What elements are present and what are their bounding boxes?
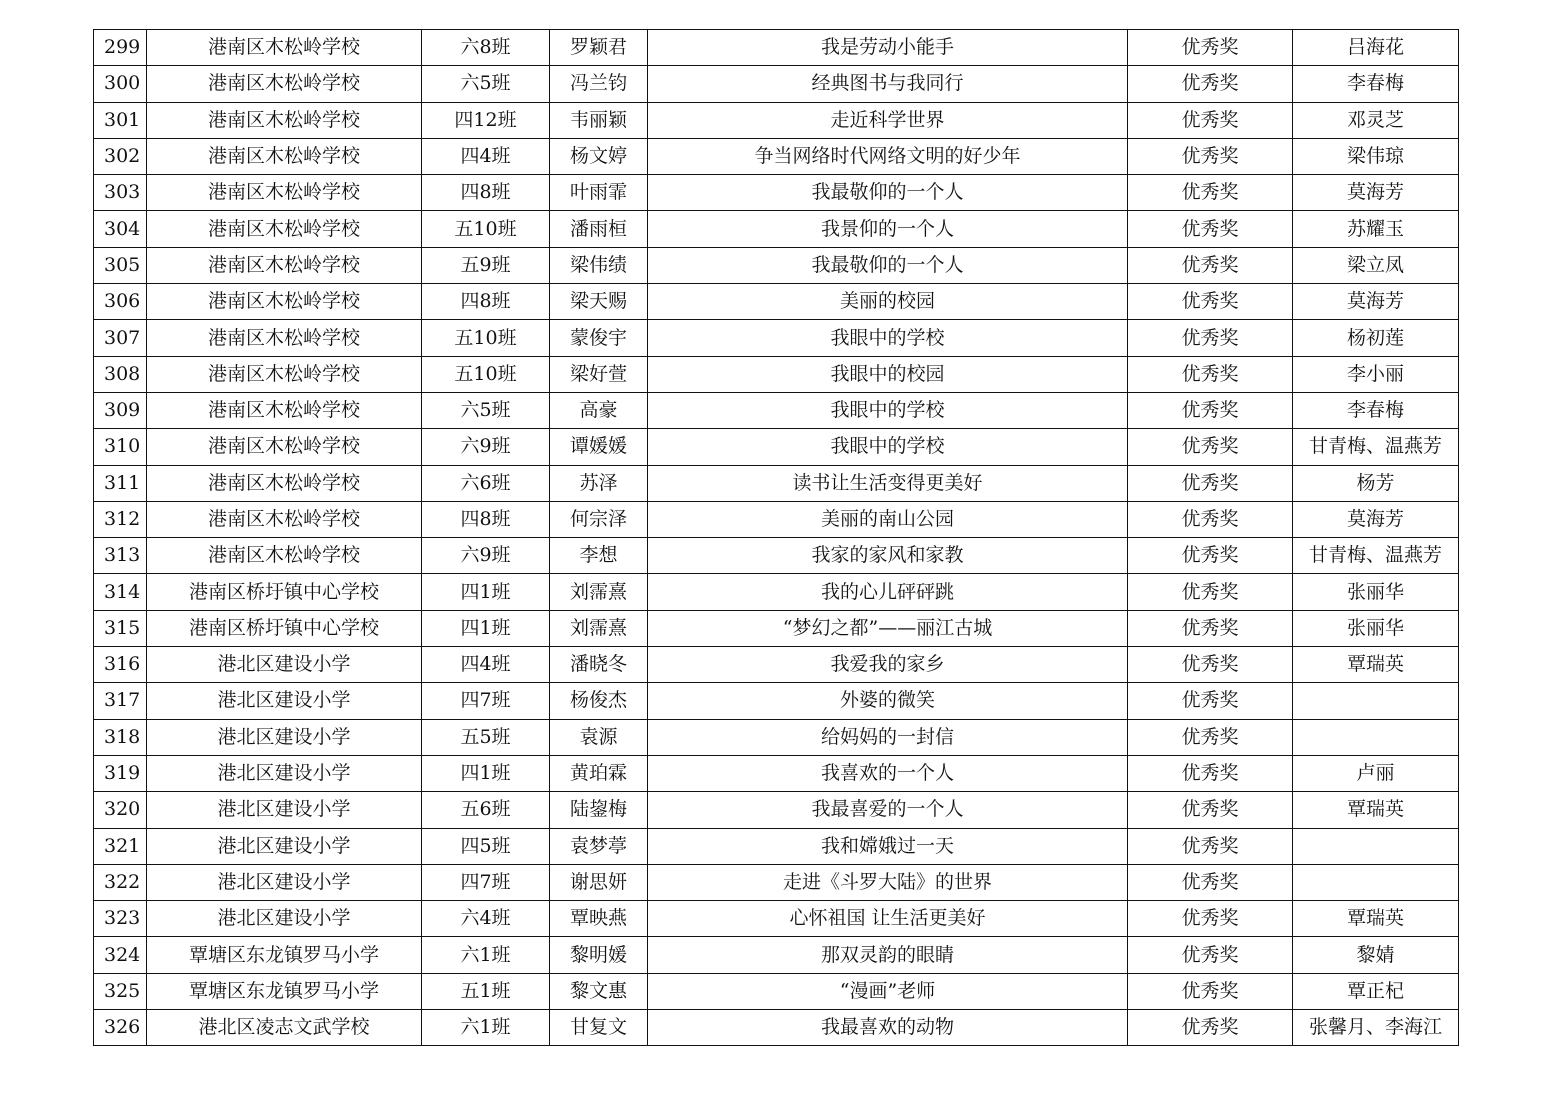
teacher-cell: 莫海芳 bbox=[1293, 175, 1459, 211]
essay-title-cell: 我家的家风和家教 bbox=[648, 538, 1128, 574]
award-cell: 优秀奖 bbox=[1128, 647, 1293, 683]
award-cell: 优秀奖 bbox=[1128, 973, 1293, 1009]
award-cell: 优秀奖 bbox=[1128, 864, 1293, 900]
class-cell: 五10班 bbox=[422, 356, 550, 392]
teacher-cell: 覃瑞英 bbox=[1293, 901, 1459, 937]
award-cell: 优秀奖 bbox=[1128, 247, 1293, 283]
class-cell: 六5班 bbox=[422, 392, 550, 428]
student-name-cell: 蒙俊宇 bbox=[550, 320, 648, 356]
teacher-cell: 梁伟琼 bbox=[1293, 138, 1459, 174]
student-name-cell: 陆鋆梅 bbox=[550, 792, 648, 828]
row-number-cell: 302 bbox=[94, 138, 147, 174]
student-name-cell: 覃映燕 bbox=[550, 901, 648, 937]
essay-title-cell: 我眼中的学校 bbox=[648, 320, 1128, 356]
row-number-cell: 313 bbox=[94, 538, 147, 574]
row-number-cell: 305 bbox=[94, 247, 147, 283]
student-name-cell: 苏泽 bbox=[550, 465, 648, 501]
award-cell: 优秀奖 bbox=[1128, 683, 1293, 719]
award-cell: 优秀奖 bbox=[1128, 284, 1293, 320]
class-cell: 五9班 bbox=[422, 247, 550, 283]
award-cell: 优秀奖 bbox=[1128, 828, 1293, 864]
teacher-cell: 苏耀玉 bbox=[1293, 211, 1459, 247]
class-cell: 四4班 bbox=[422, 138, 550, 174]
class-cell: 四12班 bbox=[422, 102, 550, 138]
school-cell: 港南区木松岭学校 bbox=[147, 211, 422, 247]
student-name-cell: 黎文惠 bbox=[550, 973, 648, 1009]
essay-title-cell: 走近科学世界 bbox=[648, 102, 1128, 138]
teacher-cell: 杨初莲 bbox=[1293, 320, 1459, 356]
essay-title-cell: 给妈妈的一封信 bbox=[648, 719, 1128, 755]
award-cell: 优秀奖 bbox=[1128, 610, 1293, 646]
student-name-cell: 袁梦葶 bbox=[550, 828, 648, 864]
class-cell: 五6班 bbox=[422, 792, 550, 828]
row-number-cell: 326 bbox=[94, 1010, 147, 1046]
award-cell: 优秀奖 bbox=[1128, 30, 1293, 66]
award-cell: 优秀奖 bbox=[1128, 429, 1293, 465]
teacher-cell bbox=[1293, 683, 1459, 719]
row-number-cell: 312 bbox=[94, 501, 147, 537]
table-row bbox=[94, 320, 1459, 356]
school-cell: 港南区桥圩镇中心学校 bbox=[147, 610, 422, 646]
teacher-cell: 杨芳 bbox=[1293, 465, 1459, 501]
award-cell: 优秀奖 bbox=[1128, 1010, 1293, 1046]
school-cell: 港北区建设小学 bbox=[147, 719, 422, 755]
student-name-cell: 叶雨霏 bbox=[550, 175, 648, 211]
award-cell: 优秀奖 bbox=[1128, 392, 1293, 428]
award-cell: 优秀奖 bbox=[1128, 66, 1293, 102]
school-cell: 覃塘区东龙镇罗马小学 bbox=[147, 937, 422, 973]
essay-title-cell: 争当网络时代网络文明的好少年 bbox=[648, 138, 1128, 174]
award-cell: 优秀奖 bbox=[1128, 501, 1293, 537]
school-cell: 港南区木松岭学校 bbox=[147, 284, 422, 320]
student-name-cell: 刘霈熹 bbox=[550, 574, 648, 610]
row-number-cell: 306 bbox=[94, 284, 147, 320]
teacher-cell: 李春梅 bbox=[1293, 66, 1459, 102]
school-cell: 港北区建设小学 bbox=[147, 864, 422, 900]
student-name-cell: 杨俊杰 bbox=[550, 683, 648, 719]
teacher-cell: 覃瑞英 bbox=[1293, 792, 1459, 828]
row-number-cell: 300 bbox=[94, 66, 147, 102]
class-cell: 五10班 bbox=[422, 320, 550, 356]
student-name-cell: 谢思妍 bbox=[550, 864, 648, 900]
teacher-cell: 邓灵芝 bbox=[1293, 102, 1459, 138]
essay-title-cell: 我景仰的一个人 bbox=[648, 211, 1128, 247]
award-cell: 优秀奖 bbox=[1128, 719, 1293, 755]
teacher-cell: 黎婧 bbox=[1293, 937, 1459, 973]
table-row bbox=[94, 574, 1459, 610]
row-number-cell: 303 bbox=[94, 175, 147, 211]
row-number-cell: 318 bbox=[94, 719, 147, 755]
table-row bbox=[94, 610, 1459, 646]
school-cell: 港南区木松岭学校 bbox=[147, 501, 422, 537]
table-row bbox=[94, 973, 1459, 1009]
teacher-cell: 覃正杞 bbox=[1293, 973, 1459, 1009]
table-row bbox=[94, 102, 1459, 138]
school-cell: 港南区木松岭学校 bbox=[147, 175, 422, 211]
class-cell: 四5班 bbox=[422, 828, 550, 864]
essay-title-cell: 外婆的微笑 bbox=[648, 683, 1128, 719]
row-number-cell: 319 bbox=[94, 755, 147, 791]
teacher-cell bbox=[1293, 828, 1459, 864]
school-cell: 港南区桥圩镇中心学校 bbox=[147, 574, 422, 610]
school-cell: 港北区建设小学 bbox=[147, 901, 422, 937]
award-cell: 优秀奖 bbox=[1128, 937, 1293, 973]
table-row bbox=[94, 901, 1459, 937]
essay-title-cell: 我爱我的家乡 bbox=[648, 647, 1128, 683]
essay-title-cell: 我的心儿砰砰跳 bbox=[648, 574, 1128, 610]
row-number-cell: 320 bbox=[94, 792, 147, 828]
table-row bbox=[94, 864, 1459, 900]
table-row bbox=[94, 247, 1459, 283]
school-cell: 港北区建设小学 bbox=[147, 755, 422, 791]
teacher-cell: 甘青梅、温燕芳 bbox=[1293, 429, 1459, 465]
row-number-cell: 321 bbox=[94, 828, 147, 864]
row-number-cell: 301 bbox=[94, 102, 147, 138]
teacher-cell: 吕海花 bbox=[1293, 30, 1459, 66]
essay-title-cell: 我和嫦娥过一天 bbox=[648, 828, 1128, 864]
teacher-cell: 覃瑞英 bbox=[1293, 647, 1459, 683]
essay-title-cell: 经典图书与我同行 bbox=[648, 66, 1128, 102]
essay-title-cell: 我眼中的学校 bbox=[648, 392, 1128, 428]
essay-title-cell: 心怀祖国 让生活更美好 bbox=[648, 901, 1128, 937]
student-name-cell: 梁好萱 bbox=[550, 356, 648, 392]
row-number-cell: 325 bbox=[94, 973, 147, 1009]
essay-title-cell: 我最敬仰的一个人 bbox=[648, 247, 1128, 283]
student-name-cell: 谭媛媛 bbox=[550, 429, 648, 465]
award-cell: 优秀奖 bbox=[1128, 755, 1293, 791]
teacher-cell bbox=[1293, 719, 1459, 755]
student-name-cell: 刘霈熹 bbox=[550, 610, 648, 646]
student-name-cell: 袁源 bbox=[550, 719, 648, 755]
class-cell: 六9班 bbox=[422, 538, 550, 574]
row-number-cell: 299 bbox=[94, 30, 147, 66]
award-cell: 优秀奖 bbox=[1128, 465, 1293, 501]
student-name-cell: 黎明媛 bbox=[550, 937, 648, 973]
student-name-cell: 梁天赐 bbox=[550, 284, 648, 320]
student-name-cell: 潘晓冬 bbox=[550, 647, 648, 683]
table-row bbox=[94, 719, 1459, 755]
school-cell: 港北区凌志文武学校 bbox=[147, 1010, 422, 1046]
table-row bbox=[94, 828, 1459, 864]
student-name-cell: 高豪 bbox=[550, 392, 648, 428]
teacher-cell: 卢丽 bbox=[1293, 755, 1459, 791]
student-name-cell: 梁伟绩 bbox=[550, 247, 648, 283]
school-cell: 港北区建设小学 bbox=[147, 828, 422, 864]
teacher-cell: 莫海芳 bbox=[1293, 284, 1459, 320]
table-row bbox=[94, 138, 1459, 174]
award-cell: 优秀奖 bbox=[1128, 574, 1293, 610]
class-cell: 四1班 bbox=[422, 574, 550, 610]
table-row bbox=[94, 755, 1459, 791]
school-cell: 港南区木松岭学校 bbox=[147, 429, 422, 465]
class-cell: 五5班 bbox=[422, 719, 550, 755]
class-cell: 四1班 bbox=[422, 755, 550, 791]
row-number-cell: 323 bbox=[94, 901, 147, 937]
row-number-cell: 304 bbox=[94, 211, 147, 247]
essay-title-cell: 读书让生活变得更美好 bbox=[648, 465, 1128, 501]
award-cell: 优秀奖 bbox=[1128, 792, 1293, 828]
school-cell: 港南区木松岭学校 bbox=[147, 138, 422, 174]
student-name-cell: 李想 bbox=[550, 538, 648, 574]
school-cell: 港南区木松岭学校 bbox=[147, 465, 422, 501]
essay-title-cell: 美丽的南山公园 bbox=[648, 501, 1128, 537]
table-row bbox=[94, 175, 1459, 211]
school-cell: 港南区木松岭学校 bbox=[147, 247, 422, 283]
table-row bbox=[94, 284, 1459, 320]
class-cell: 四7班 bbox=[422, 864, 550, 900]
row-number-cell: 314 bbox=[94, 574, 147, 610]
teacher-cell: 梁立凤 bbox=[1293, 247, 1459, 283]
student-name-cell: 何宗泽 bbox=[550, 501, 648, 537]
school-cell: 港南区木松岭学校 bbox=[147, 320, 422, 356]
row-number-cell: 322 bbox=[94, 864, 147, 900]
school-cell: 港北区建设小学 bbox=[147, 792, 422, 828]
essay-title-cell: 我最喜爱的一个人 bbox=[648, 792, 1128, 828]
class-cell: 六9班 bbox=[422, 429, 550, 465]
row-number-cell: 315 bbox=[94, 610, 147, 646]
student-name-cell: 黄珀霖 bbox=[550, 755, 648, 791]
award-cell: 优秀奖 bbox=[1128, 320, 1293, 356]
row-number-cell: 311 bbox=[94, 465, 147, 501]
table-row bbox=[94, 1010, 1459, 1046]
school-cell: 港南区木松岭学校 bbox=[147, 392, 422, 428]
essay-title-cell: “漫画”老师 bbox=[648, 973, 1128, 1009]
class-cell: 六4班 bbox=[422, 901, 550, 937]
essay-title-cell: 走进《斗罗大陆》的世界 bbox=[648, 864, 1128, 900]
essay-title-cell: “梦幻之都”——丽江古城 bbox=[648, 610, 1128, 646]
class-cell: 六1班 bbox=[422, 1010, 550, 1046]
essay-title-cell: 我喜欢的一个人 bbox=[648, 755, 1128, 791]
essay-title-cell: 我眼中的学校 bbox=[648, 429, 1128, 465]
row-number-cell: 316 bbox=[94, 647, 147, 683]
school-cell: 港南区木松岭学校 bbox=[147, 30, 422, 66]
school-cell: 港北区建设小学 bbox=[147, 647, 422, 683]
table-row bbox=[94, 465, 1459, 501]
class-cell: 四4班 bbox=[422, 647, 550, 683]
class-cell: 六8班 bbox=[422, 30, 550, 66]
table-row bbox=[94, 30, 1459, 66]
school-cell: 覃塘区东龙镇罗马小学 bbox=[147, 973, 422, 1009]
row-number-cell: 309 bbox=[94, 392, 147, 428]
teacher-cell: 张丽华 bbox=[1293, 610, 1459, 646]
table-row bbox=[94, 211, 1459, 247]
class-cell: 四7班 bbox=[422, 683, 550, 719]
class-cell: 四8班 bbox=[422, 501, 550, 537]
row-number-cell: 317 bbox=[94, 683, 147, 719]
class-cell: 五1班 bbox=[422, 973, 550, 1009]
table-row bbox=[94, 937, 1459, 973]
row-number-cell: 324 bbox=[94, 937, 147, 973]
student-name-cell: 杨文婷 bbox=[550, 138, 648, 174]
award-cell: 优秀奖 bbox=[1128, 138, 1293, 174]
table-row bbox=[94, 792, 1459, 828]
teacher-cell: 李春梅 bbox=[1293, 392, 1459, 428]
table-row bbox=[94, 392, 1459, 428]
teacher-cell: 李小丽 bbox=[1293, 356, 1459, 392]
table-row bbox=[94, 538, 1459, 574]
class-cell: 五10班 bbox=[422, 211, 550, 247]
student-name-cell: 罗颖君 bbox=[550, 30, 648, 66]
award-cell: 优秀奖 bbox=[1128, 356, 1293, 392]
table-row bbox=[94, 66, 1459, 102]
row-number-cell: 307 bbox=[94, 320, 147, 356]
class-cell: 四8班 bbox=[422, 284, 550, 320]
essay-title-cell: 我最喜欢的动物 bbox=[648, 1010, 1128, 1046]
student-name-cell: 韦丽颖 bbox=[550, 102, 648, 138]
award-table-body bbox=[94, 30, 1459, 1046]
teacher-cell: 甘青梅、温燕芳 bbox=[1293, 538, 1459, 574]
class-cell: 六6班 bbox=[422, 465, 550, 501]
student-name-cell: 甘复文 bbox=[550, 1010, 648, 1046]
teacher-cell bbox=[1293, 864, 1459, 900]
class-cell: 六1班 bbox=[422, 937, 550, 973]
school-cell: 港南区木松岭学校 bbox=[147, 66, 422, 102]
essay-title-cell: 我最敬仰的一个人 bbox=[648, 175, 1128, 211]
essay-title-cell: 我是劳动小能手 bbox=[648, 30, 1128, 66]
table-row bbox=[94, 501, 1459, 537]
table-row bbox=[94, 429, 1459, 465]
essay-title-cell: 美丽的校园 bbox=[648, 284, 1128, 320]
award-cell: 优秀奖 bbox=[1128, 901, 1293, 937]
class-cell: 四8班 bbox=[422, 175, 550, 211]
essay-title-cell: 我眼中的校园 bbox=[648, 356, 1128, 392]
student-name-cell: 潘雨桓 bbox=[550, 211, 648, 247]
award-cell: 优秀奖 bbox=[1128, 538, 1293, 574]
table-row bbox=[94, 356, 1459, 392]
award-table bbox=[93, 29, 1459, 1046]
class-cell: 六5班 bbox=[422, 66, 550, 102]
school-cell: 港南区木松岭学校 bbox=[147, 102, 422, 138]
award-cell: 优秀奖 bbox=[1128, 211, 1293, 247]
school-cell: 港南区木松岭学校 bbox=[147, 538, 422, 574]
table-row bbox=[94, 647, 1459, 683]
school-cell: 港南区木松岭学校 bbox=[147, 356, 422, 392]
student-name-cell: 冯兰钧 bbox=[550, 66, 648, 102]
row-number-cell: 310 bbox=[94, 429, 147, 465]
award-cell: 优秀奖 bbox=[1128, 175, 1293, 211]
teacher-cell: 张丽华 bbox=[1293, 574, 1459, 610]
teacher-cell: 张馨月、李海江 bbox=[1293, 1010, 1459, 1046]
school-cell: 港北区建设小学 bbox=[147, 683, 422, 719]
table-row bbox=[94, 683, 1459, 719]
row-number-cell: 308 bbox=[94, 356, 147, 392]
class-cell: 四1班 bbox=[422, 610, 550, 646]
teacher-cell: 莫海芳 bbox=[1293, 501, 1459, 537]
award-cell: 优秀奖 bbox=[1128, 102, 1293, 138]
essay-title-cell: 那双灵韵的眼睛 bbox=[648, 937, 1128, 973]
